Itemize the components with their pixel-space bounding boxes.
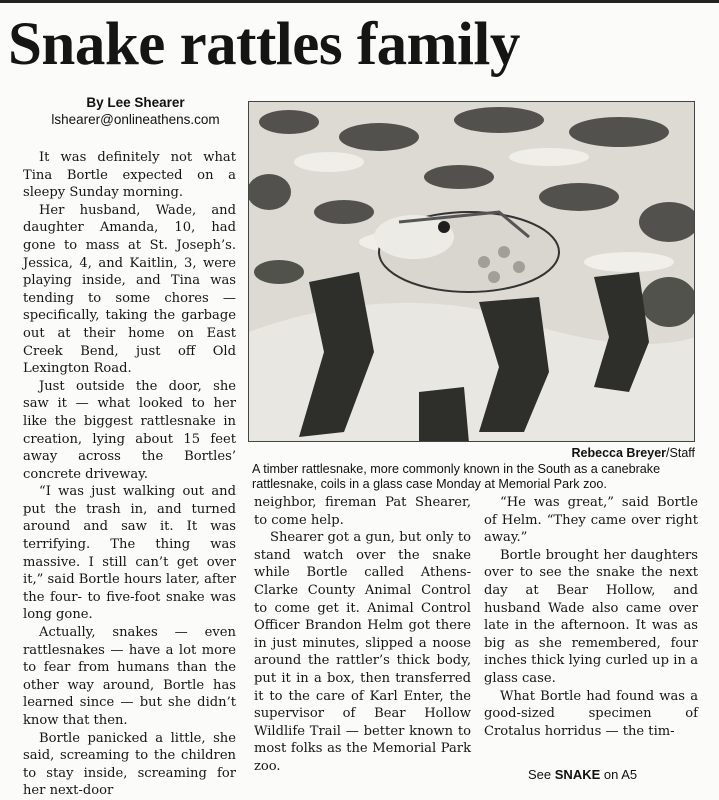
photo-credit-role: /Staff bbox=[666, 446, 695, 460]
paragraph: What Bortle had found was a good-sized specimen of Crotalus horridus — the tim- bbox=[484, 688, 698, 739]
paragraph: Bortle brought her daughters over to see the snake the next day at Bear Hollow, and husband Wade also came over late in the afternoon. It was as big as she remembered, four inches thick lying curled up in a glass case. bbox=[484, 547, 698, 686]
snake-photo bbox=[248, 101, 695, 442]
byline bbox=[38, 94, 233, 128]
headline: Snake rattles family bbox=[8, 11, 520, 78]
paragraph: Bortle panicked a little, she said, screaming to the children to stay inside, screaming for her next-door bbox=[23, 730, 236, 799]
article-column-2 bbox=[254, 494, 471, 776]
article-column-1 bbox=[23, 149, 236, 800]
paragraph: neighbor, fireman Pat Shearer, to come help. bbox=[254, 495, 471, 528]
byline-author: By Lee Shearer bbox=[86, 95, 185, 110]
paragraph: “He was great,” said Bortle of Helm. “They came over right away.” bbox=[484, 495, 698, 546]
photo-credit bbox=[248, 446, 695, 461]
paragraph: “I was just walking out and put the trash in, and turned around and saw it. It was terrifying. The thing was massive. I still can’t get over it,” said Bortle hours later, after the four- to five-foot snake was long gone. bbox=[23, 484, 236, 623]
paragraph: It was definitely not what Tina Bortle expected on a sleepy Sunday morning. bbox=[23, 150, 236, 201]
article-column-3 bbox=[484, 494, 698, 740]
top-rule bbox=[0, 0, 719, 3]
paragraph: Shearer got a gun, but only to stand watch over the snake while Bortle called Athens-Clarke County Animal Control to come get it. Animal Control Officer Brandon Helm got there in just minutes, slipped a noose around the rattler’s thick body, put it in a box, then transferred it to the care of Karl Enter, the supervisor of Bear Hollow Wildlife Trail — better known to most folks as the Memorial Park zoo. bbox=[254, 530, 471, 774]
paragraph: Her husband, Wade, and daughter Amanda, 10, had gone to mass at St. Joseph’s. Jessica, 4, and Kaitlin, 3, were playing inside, and Tina was tending to some chores — specifically, taking the garbage out at their home on East Creek Bend, just off Old Lexington Road. bbox=[23, 202, 236, 377]
paragraph: Actually, snakes — even rattlesnakes — have a lot more to fear from humans than the other way around, Bortle has learned since — but she didn’t know that then. bbox=[23, 625, 236, 728]
jump-suffix: on A5 bbox=[603, 767, 638, 782]
snake-photo-image bbox=[249, 102, 695, 442]
photo-credit-name: Rebecca Breyer bbox=[571, 446, 667, 460]
jump-prefix: See bbox=[528, 767, 552, 782]
byline-email: lshearer@onlineathens.com bbox=[51, 112, 220, 127]
photo-caption: A timber rattlesnake, more commonly known in the South as a canebrake rattlesnake, coils in a glass case Monday at Memorial Park zoo. bbox=[252, 462, 661, 491]
paragraph: Just outside the door, she saw it — what looked to her like the biggest rattlesnake in creation, lying about 15 feet away across the Bortles’ concrete driveway. bbox=[23, 378, 236, 482]
jump-keyword: SNAKE bbox=[554, 767, 601, 782]
jump-reference bbox=[528, 767, 708, 782]
